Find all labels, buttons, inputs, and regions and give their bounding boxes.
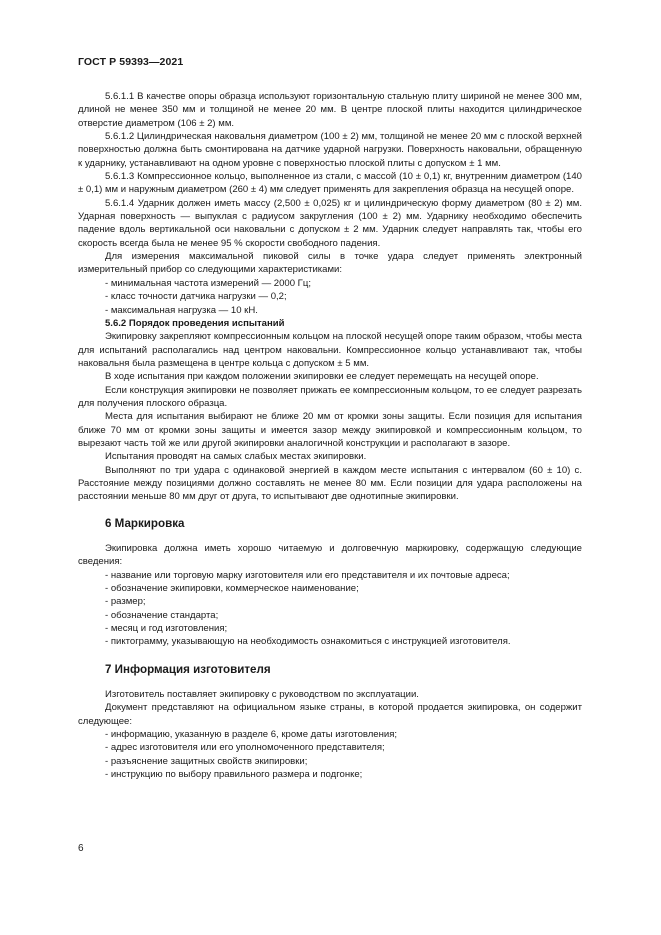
paragraph-5-6-1-1: 5.6.1.1 В качестве опоры образца используют горизонтальную стальную плиту шириной не менее 300 мм, длиной не менее 350 мм и толщиной не менее 20 мм. В центре плоской плиты находится цилиндрическое отверстие диаметром (106 ± 2) мм. xyxy=(78,91,582,129)
list-item: - разъяснение защитных свойств экипировки; xyxy=(105,755,308,767)
paragraph: Экипировку закрепляют компрессионным кольцом на плоской несущей опоре таким образом, чтобы места для испытаний располагались над центром наковальни. Компрессионное кольцо устанавливают так, чтобы наковальня была размещена в центре кольца с допуском ± 5 мм. xyxy=(78,331,582,369)
list-item: - пиктограмму, указывающую на необходимость ознакомиться с инструкцией изготовителя. xyxy=(105,636,511,648)
paragraph: Места для испытания выбирают не ближе 20 мм от кромки зоны защиты. Если позиция для испытания ближе 70 мм от кромки зоны защиты и имеется зазор между экипировкой и компрессионным кольцом, то вырезают часть той же или другой экипировки аналогичной конструкции и располагают в зазоре. xyxy=(78,411,582,449)
list-item: - минимальная частота измерений — 2000 Гц; xyxy=(105,277,311,289)
page-content xyxy=(78,90,582,782)
paragraph: Испытания проводят на самых слабых местах экипировки. xyxy=(105,451,367,463)
paragraph-5-6-1-2: 5.6.1.2 Цилиндрическая наковальня диаметром (100 ± 2) мм, толщиной не менее 20 мм с плоской верхней поверхностью должна быть смонтирована на датчике ударной нагрузки. Поверхность наковальни, обращенную к ударнику, устанавливают на одном уровне с поверхностью плоской плиты с допуском ± 1 мм. xyxy=(78,131,582,169)
paragraph-5-6-1-4: 5.6.1.4 Ударник должен иметь массу (2,500 ± 0,025) кг и цилиндрическую форму диаметром (80 ± 2) мм. Ударная поверхность — выпуклая с радиусом закругления (100 ± 2) мм. Ударнику необходимо обеспечить падение вдоль вертикальной оси наковальни с допуском ± 2 мм. Ударник следует направлять так, чтобы его скорость всегда была не менее 95 % скорости свободного падения. xyxy=(78,197,582,249)
paragraph: Изготовитель поставляет экипировку с руководством по эксплуатации. xyxy=(105,689,419,701)
section-title-7: 7 Информация изготовителя xyxy=(105,662,271,676)
list-item: - информацию, указанную в разделе 6, кроме даты изготовления; xyxy=(105,729,398,741)
subsection-title-5-6-2: 5.6.2 Порядок проведения испытаний xyxy=(105,317,285,329)
paragraph: Экипировка должна иметь хорошо читаемую и долговечную маркировку, содержащую следующие сведения: xyxy=(78,543,582,568)
paragraph: В ходе испытания при каждом положении экипировки ее следует перемещать на несущей опоре. xyxy=(105,371,539,383)
document-id: ГОСТ Р 59393—2021 xyxy=(78,56,184,68)
list-item: - обозначение экипировки, коммерческое наименование; xyxy=(105,583,359,595)
page-number: 6 xyxy=(78,843,84,854)
paragraph: Документ представляют на официальном языке страны, в которой продается экипировка, он содержит следующее: xyxy=(78,702,582,727)
list-item: - адрес изготовителя или его уполномоченного представителя; xyxy=(105,742,385,754)
paragraph-5-6-1-3: 5.6.1.3 Компрессионное кольцо, выполненное из стали, с массой (10 ± 0,1) кг, внутренним диаметром (140 ± 0,1) мм и наружным диаметром (260 ± 4) мм следует применять для закрепления образца на несущей опоре. xyxy=(78,171,582,196)
list-item: - месяц и год изготовления; xyxy=(105,623,228,635)
section-title-6: 6 Маркировка xyxy=(105,516,185,530)
list-item: - класс точности датчика нагрузки — 0,2; xyxy=(105,291,287,303)
paragraph-measuring-device: Для измерения максимальной пиковой силы в точке удара следует применять электронный измерительный прибор со следующими характеристиками: xyxy=(78,251,582,276)
list-item: - максимальная нагрузка — 10 кН. xyxy=(105,304,258,316)
list-item: - размер; xyxy=(105,596,146,608)
list-item: - обозначение стандарта; xyxy=(105,609,219,621)
paragraph: Если конструкция экипировки не позволяет прижать ее компрессионным кольцом, то ее следует разрезать для получения плоского образца. xyxy=(78,384,582,409)
list-item: - название или торговую марку изготовителя или его представителя и их почтовые адреса; xyxy=(105,569,510,581)
list-item: - инструкцию по выбору правильного размера и подгонке; xyxy=(105,769,363,781)
paragraph: Выполняют по три удара с одинаковой энергией в каждом месте испытания с интервалом (60 ± 10) с. Расстояние между позициями должно составлять не менее 80 мм. Если позиции для удара расположены на расстоянии меньше 80 мм друг от друга, то испытывают две однотипные экипировки. xyxy=(78,464,582,503)
